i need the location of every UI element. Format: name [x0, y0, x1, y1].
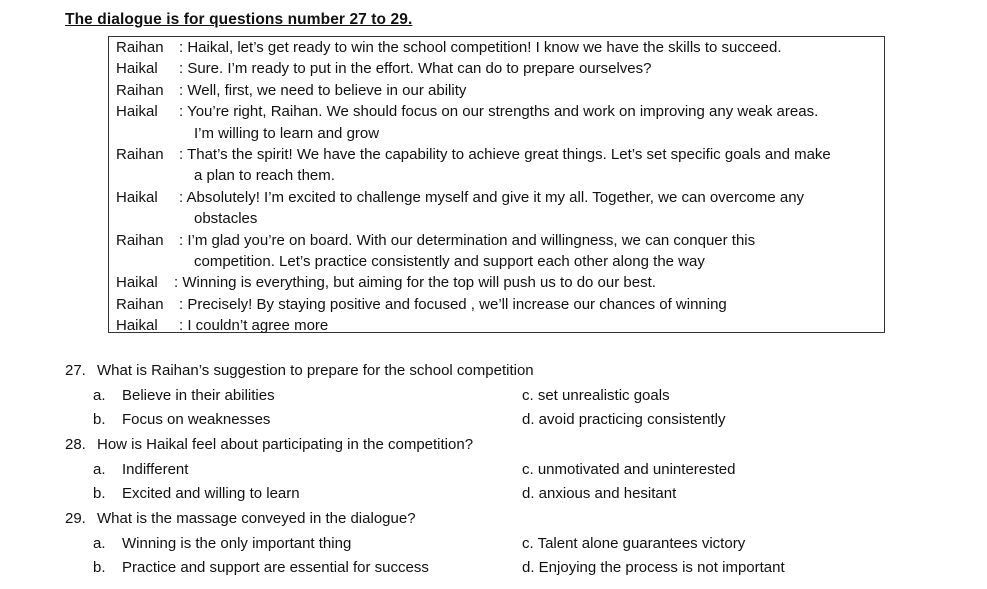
question-27	[65, 362, 534, 379]
dialogue-continuation: I’m willing to learn and grow	[194, 124, 380, 142]
option-c[interactable]: c. unmotivated and uninterested	[522, 461, 736, 478]
dialogue-text: : You’re right, Raihan. We should focus on our strengths and work on improving any weak areas.	[179, 103, 819, 121]
speaker-name: Raihan	[116, 146, 164, 163]
option-text: Excited and willing to learn	[122, 485, 300, 502]
dialogue-line	[116, 187, 804, 208]
dialogue-line	[116, 37, 782, 58]
dialogue-text: : Well, first, we need to believe in our ability	[179, 81, 467, 99]
dialogue-continuation: a plan to reach them.	[194, 167, 335, 185]
dialogue-line	[116, 101, 818, 122]
dialogue-text: : I’m glad you’re on board. With our determination and willingness, we can conquer this	[179, 231, 756, 249]
option-letter: a.	[93, 387, 106, 404]
speaker-name: Raihan	[116, 81, 164, 99]
question-number: 27.	[65, 362, 86, 379]
dialogue-line	[116, 272, 656, 293]
option-d[interactable]: d. avoid practicing consistently	[522, 411, 726, 428]
option-letter: b.	[93, 559, 106, 576]
speaker-name: Haikal	[116, 274, 158, 292]
question-text: How is Haikal feel about participating in the competition?	[97, 436, 474, 453]
option-b[interactable]	[93, 411, 270, 428]
question-29	[65, 510, 416, 527]
question-text: What is Raihan’s suggestion to prepare for the school competition	[97, 362, 534, 379]
dialogue-text: : Haikal, let’s get ready to win the school competition! I know we have the skills to succeed.	[179, 39, 782, 56]
option-c[interactable]: c. set unrealistic goals	[522, 387, 670, 404]
option-text: Indifferent	[122, 461, 189, 478]
option-b[interactable]	[93, 485, 300, 502]
option-letter: b.	[93, 485, 106, 502]
dialogue-continuation: obstacles	[194, 210, 258, 228]
dialogue-line	[116, 230, 755, 251]
page-heading: The dialogue is for questions number 27 to 29.	[65, 11, 413, 28]
option-a[interactable]	[93, 535, 351, 552]
dialogue-text: : Absolutely! I’m excited to challenge myself and give it my all. Together, we can overcome any	[179, 188, 805, 206]
option-text: Focus on weaknesses	[122, 411, 271, 428]
dialogue-text: : I couldn’t agree more	[179, 317, 329, 335]
option-c[interactable]: c. Talent alone guarantees victory	[522, 535, 746, 552]
option-letter: a.	[93, 535, 106, 552]
speaker-name: Raihan	[116, 39, 164, 56]
speaker-name: Haikal	[116, 317, 158, 335]
dialogue-text: : Precisely! By staying positive and focused , we’ll increase our chances of winning	[179, 295, 727, 313]
dialogue-line	[116, 58, 651, 79]
dialogue-line	[116, 144, 831, 165]
dialogue-line	[116, 80, 466, 101]
speaker-name: Raihan	[116, 295, 164, 313]
question-text: What is the massage conveyed in the dialogue?	[97, 510, 416, 527]
question-28	[65, 436, 473, 453]
question-number: 28.	[65, 436, 86, 453]
speaker-name: Haikal	[116, 188, 158, 206]
question-number: 29.	[65, 510, 86, 527]
option-a[interactable]	[93, 461, 188, 478]
dialogue-line	[116, 315, 328, 336]
option-b[interactable]	[93, 559, 429, 576]
dialogue-text: : That’s the spirit! We have the capability to achieve great things. Let’s set specific goals and make	[179, 146, 831, 163]
dialogue-text: : Sure. I’m ready to put in the effort. What can do to prepare ourselves?	[179, 60, 652, 78]
option-a[interactable]	[93, 387, 275, 404]
speaker-name: Haikal	[116, 60, 158, 78]
speaker-name: Haikal	[116, 103, 158, 121]
option-d[interactable]: d. anxious and hesitant	[522, 485, 677, 502]
option-text: Practice and support are essential for success	[122, 559, 429, 576]
option-text: Believe in their abilities	[122, 387, 275, 404]
option-letter: a.	[93, 461, 106, 478]
dialogue-continuation: competition. Let’s practice consistently and support each other along the way	[194, 253, 705, 270]
dialogue-text: : Winning is everything, but aiming for the top will push us to do our best.	[174, 274, 656, 292]
option-d[interactable]: d. Enjoying the process is not important	[522, 559, 785, 576]
option-letter: b.	[93, 411, 106, 428]
dialogue-line	[116, 294, 727, 315]
speaker-name: Raihan	[116, 231, 164, 249]
option-text: Winning is the only important thing	[122, 535, 352, 552]
dialogue-box	[108, 36, 885, 333]
